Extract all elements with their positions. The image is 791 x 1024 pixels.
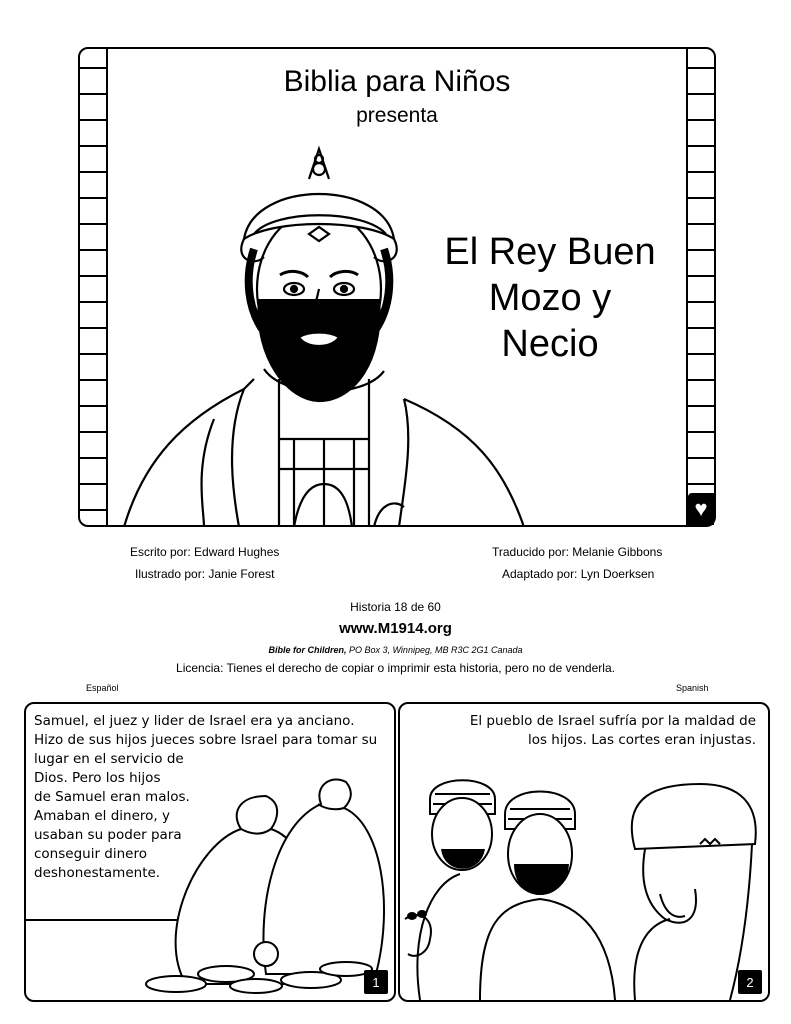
film-strip-rung (80, 275, 106, 277)
film-strip-rung (80, 171, 106, 173)
comic-panel-1 (24, 702, 396, 1002)
written-by: Escrito por: Edward Hughes (130, 545, 280, 559)
film-strip-rung (688, 301, 714, 303)
series-title: Biblia para Niños (283, 65, 511, 98)
panel-text-line: lugar en el servicio de (34, 751, 184, 767)
website-link[interactable]: www.M1914.org (339, 620, 452, 637)
cover-frame (78, 47, 716, 527)
film-strip-rung (688, 483, 714, 485)
film-strip-rung (80, 379, 106, 381)
heart-icon: ♥ (688, 493, 714, 525)
panel-2-text (470, 712, 756, 750)
film-strip-rung (688, 327, 714, 329)
panel-text-line: de Samuel eran malos. (34, 789, 190, 805)
film-strip-rung (80, 457, 106, 459)
story-title-line: Necio (501, 323, 599, 365)
panel-text-line: El pueblo de Israel sufría por la maldad de (469, 713, 756, 729)
panel-1-text (34, 712, 377, 883)
panel-number: 2 (738, 970, 762, 994)
film-strip-rung (688, 353, 714, 355)
license-text: Licencia: Tienes el derecho de copiar o imprimir esta historia, pero no de venderla. (176, 661, 615, 675)
panel-text-line: Hizo de sus hijos jueces sobre Israel para tomar su (34, 732, 378, 748)
panel-number: 1 (364, 970, 388, 994)
film-strip-rung (80, 483, 106, 485)
panel-text-line: Samuel, el juez y lider de Israel era ya anciano. (34, 713, 355, 729)
language-left: Español (86, 683, 119, 693)
illustrated-by: Ilustrado por: Janie Forest (135, 567, 275, 581)
story-title (420, 229, 680, 367)
adapted-by: Adaptado por: Lyn Doerksen (502, 567, 655, 581)
film-strip-rung (80, 223, 106, 225)
film-strip-rung (688, 249, 714, 251)
panel-text-line: los hijos. Las cortes eran injustas. (527, 732, 756, 748)
film-strip-rung (688, 197, 714, 199)
panel-text-line: Dios. Pero los hijos (34, 770, 161, 786)
film-strip-rung (688, 431, 714, 433)
film-strip-rung (80, 145, 106, 147)
story-number: Historia 18 de 60 (350, 600, 441, 614)
film-strip-rung (80, 327, 106, 329)
publisher-line (0, 645, 791, 655)
film-strip-rung (688, 223, 714, 225)
comic-panel-2 (398, 702, 770, 1002)
film-strip-rung (80, 301, 106, 303)
panel-text-line: Amaban el dinero, y (34, 808, 170, 824)
language-right: Spanish (676, 683, 709, 693)
panel-text-line: conseguir dinero (34, 846, 147, 862)
film-strip-rung (688, 171, 714, 173)
story-title-line: El Rey Buen (444, 231, 656, 273)
film-strip-rung (688, 457, 714, 459)
publisher-name: Bible for Children, (268, 645, 347, 655)
film-strip-rung (80, 353, 106, 355)
film-strip-rung (688, 275, 714, 277)
story-title-line: Mozo y (488, 277, 612, 319)
film-strip-rung (80, 431, 106, 433)
film-strip-rung (80, 249, 106, 251)
film-strip-rung (80, 197, 106, 199)
panel-text-line: usaban su poder para (34, 827, 182, 843)
film-strip-rung (688, 405, 714, 407)
translated-by: Traducido por: Melanie Gibbons (492, 545, 663, 559)
panel-text-line: deshonestamente. (34, 865, 161, 881)
film-strip-rung (80, 509, 106, 511)
film-strip-rung (688, 145, 714, 147)
film-strip-rung (80, 405, 106, 407)
publisher-address: PO Box 3, Winnipeg, MB R3C 2G1 Canada (346, 645, 523, 655)
film-strip-rung (688, 379, 714, 381)
presenta-subtitle: presenta (356, 104, 438, 127)
